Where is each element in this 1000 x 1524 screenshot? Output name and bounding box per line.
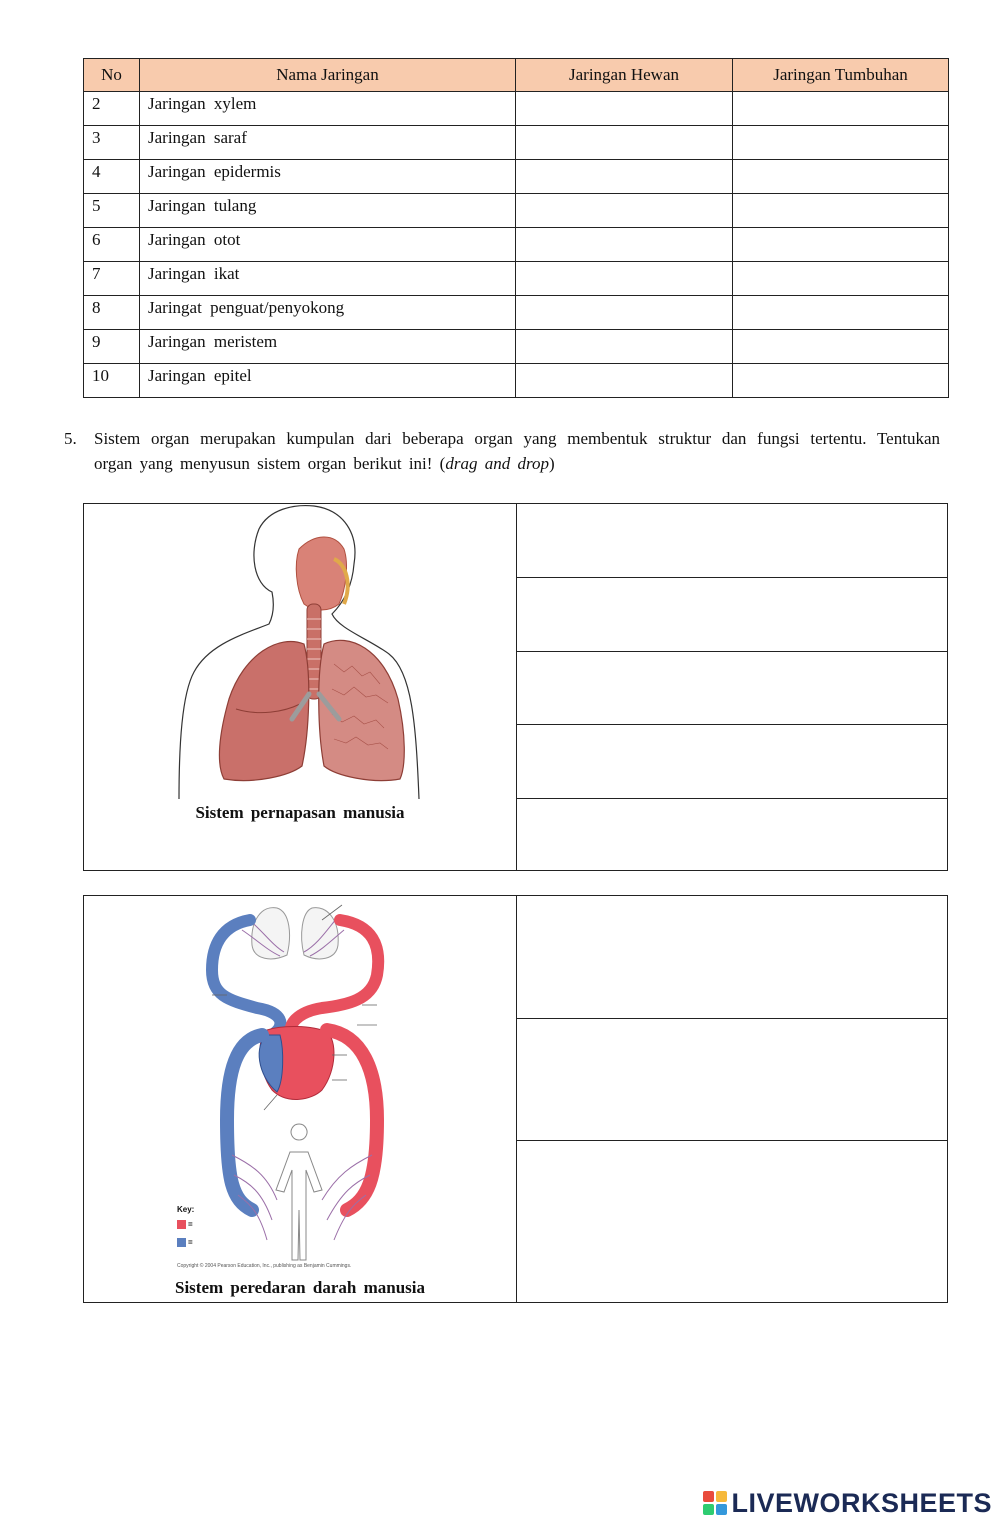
respiratory-drop-slot-4[interactable]	[517, 725, 947, 799]
key-blue-label: =	[188, 1238, 193, 1247]
row-number: 4	[84, 160, 140, 194]
key-deoxygenated	[177, 1238, 194, 1247]
tissue-name: Jaringan epidermis	[140, 160, 516, 194]
color-key	[177, 1205, 194, 1247]
key-red-label: =	[188, 1220, 193, 1229]
question-text-italic: drag and drop	[445, 454, 549, 473]
plant-tissue-cell[interactable]	[733, 296, 949, 330]
plant-tissue-cell[interactable]	[733, 330, 949, 364]
table-row	[84, 364, 949, 398]
tissue-name: Jaringat penguat/penyokong	[140, 296, 516, 330]
illustration-copyright: Copyright © 2004 Pearson Education, Inc., publishing as Benjamin Cummings.	[177, 1263, 352, 1269]
table-row	[84, 126, 949, 160]
animal-tissue-cell[interactable]	[516, 228, 733, 262]
liveworksheets-brand	[703, 1488, 992, 1518]
header-tissue-name: Nama Jaringan	[140, 59, 516, 92]
row-number: 10	[84, 364, 140, 398]
tissue-table	[83, 58, 949, 398]
respiratory-drop-zone	[517, 504, 947, 870]
question-text	[94, 426, 940, 476]
tissue-name: Jaringan ikat	[140, 262, 516, 296]
table-row	[84, 228, 949, 262]
animal-tissue-cell[interactable]	[516, 160, 733, 194]
respiratory-drop-slot-3[interactable]	[517, 652, 947, 725]
plant-tissue-cell[interactable]	[733, 92, 949, 126]
table-row	[84, 296, 949, 330]
key-oxygenated	[177, 1220, 194, 1229]
header-plant-tissue: Jaringan Tumbuhan	[733, 59, 949, 92]
circulatory-drop-slot-1[interactable]	[517, 896, 947, 1019]
animal-tissue-cell[interactable]	[516, 126, 733, 160]
key-title: Key:	[177, 1205, 195, 1214]
plant-tissue-cell[interactable]	[733, 194, 949, 228]
respiratory-caption: Sistem pernapasan manusia	[195, 803, 405, 822]
table-row	[84, 160, 949, 194]
red-swatch	[177, 1220, 186, 1229]
row-number: 3	[84, 126, 140, 160]
animal-tissue-cell[interactable]	[516, 296, 733, 330]
circulatory-system-box	[83, 895, 948, 1303]
animal-tissue-cell[interactable]	[516, 330, 733, 364]
tissue-name: Jaringan epitel	[140, 364, 516, 398]
circulatory-drop-slot-3[interactable]	[517, 1141, 947, 1302]
plant-tissue-cell[interactable]	[733, 262, 949, 296]
table-row	[84, 92, 949, 126]
tissue-name: Jaringan xylem	[140, 92, 516, 126]
respiratory-drop-slot-2[interactable]	[517, 578, 947, 652]
table-row	[84, 262, 949, 296]
respiratory-drop-slot-1[interactable]	[517, 504, 947, 578]
animal-tissue-cell[interactable]	[516, 194, 733, 228]
row-number: 7	[84, 262, 140, 296]
respiratory-system-box	[83, 503, 948, 871]
row-number: 2	[84, 92, 140, 126]
question-text-end: )	[548, 454, 555, 473]
liveworksheets-logo-icon	[703, 1491, 727, 1515]
respiratory-drop-slot-5[interactable]	[517, 799, 947, 870]
circulatory-drop-slot-2[interactable]	[517, 1019, 947, 1141]
row-number: 9	[84, 330, 140, 364]
brand-text: LIVEWORKSHEETS	[731, 1487, 992, 1518]
circulatory-system-illustration	[172, 900, 427, 1275]
header-no: No	[84, 59, 140, 92]
table-row	[84, 194, 949, 228]
circulatory-drop-zone	[517, 896, 947, 1302]
row-number: 5	[84, 194, 140, 228]
respiratory-system-illustration	[174, 504, 424, 804]
row-number: 8	[84, 296, 140, 330]
blue-swatch	[177, 1238, 186, 1247]
tissue-name: Jaringan meristem	[140, 330, 516, 364]
question-number: 5.	[64, 429, 77, 448]
question-text-main: Sistem organ merupakan kumpulan dari beberapa organ yang membentuk struktur dan fungsi tertentu. Tentukan organ yang menyusun sistem organ berikut ini! (	[94, 429, 940, 473]
respiratory-illustration-panel	[84, 504, 517, 870]
circulatory-caption: Sistem peredaran darah manusia	[174, 1278, 425, 1297]
animal-tissue-cell[interactable]	[516, 364, 733, 398]
plant-tissue-cell[interactable]	[733, 126, 949, 160]
animal-tissue-cell[interactable]	[516, 262, 733, 296]
question-5	[64, 426, 940, 476]
plant-tissue-cell[interactable]	[733, 160, 949, 194]
header-animal-tissue: Jaringan Hewan	[516, 59, 733, 92]
tissue-name: Jaringan saraf	[140, 126, 516, 160]
plant-tissue-cell[interactable]	[733, 364, 949, 398]
plant-tissue-cell[interactable]	[733, 228, 949, 262]
row-number: 6	[84, 228, 140, 262]
tissue-name: Jaringan tulang	[140, 194, 516, 228]
tissue-name: Jaringan otot	[140, 228, 516, 262]
circulatory-illustration-panel	[84, 896, 517, 1302]
animal-tissue-cell[interactable]	[516, 92, 733, 126]
table-row	[84, 330, 949, 364]
table-header-row	[84, 59, 949, 92]
